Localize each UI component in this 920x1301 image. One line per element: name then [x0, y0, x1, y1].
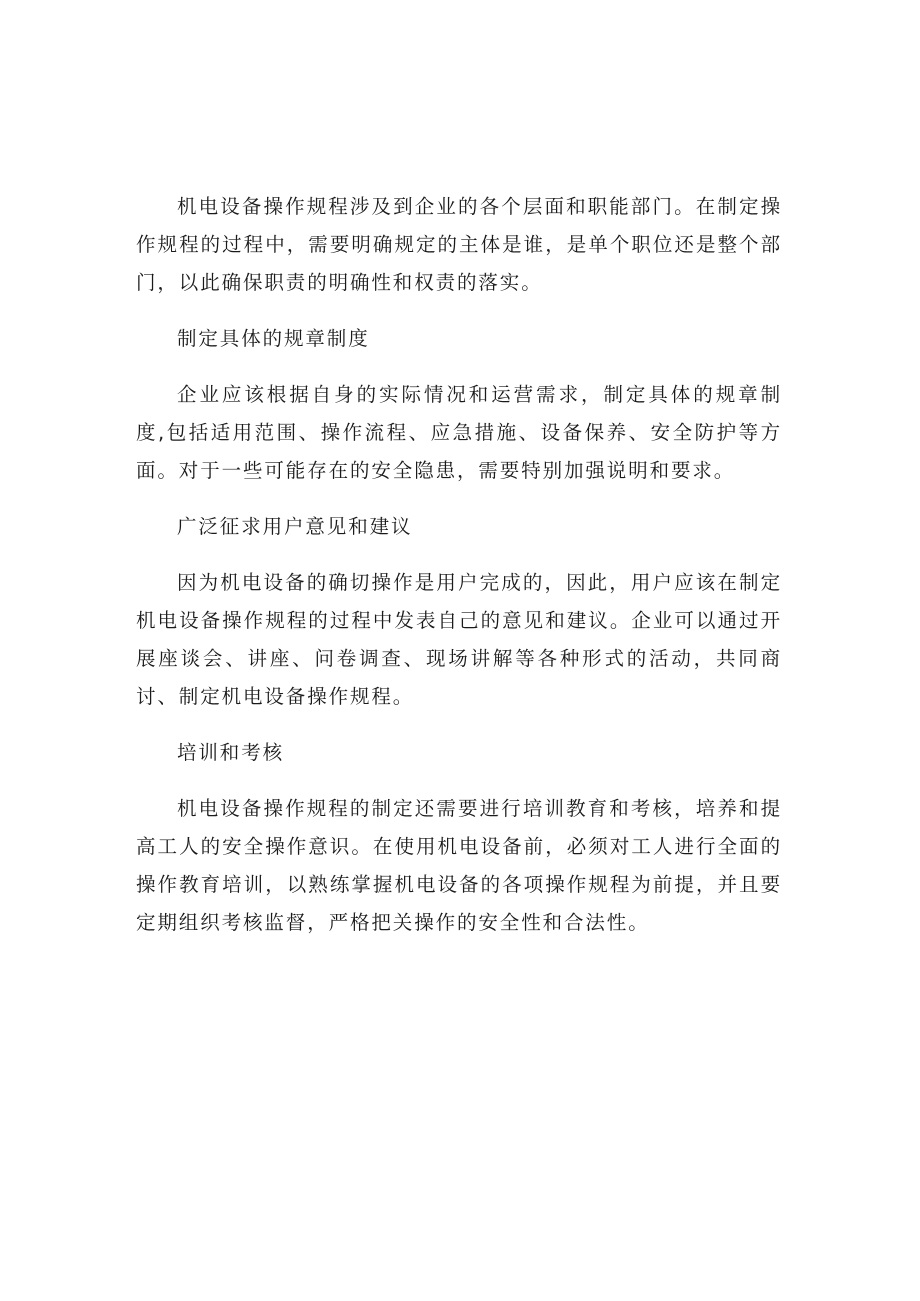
section-heading-training: 培训和考核 [177, 741, 285, 764]
paragraph-training: 机电设备操作规程的制定还需要进行培训教育和考核，培养和提高工人的安全操作意识。在使用机电设备前，必须对工人进行全面的操作教育培训，以熟练掌握机电设备的各项操作规程为前提，并且要定期组织考核监督，严格把关操作的安全性和合法性。 [136, 797, 782, 934]
paragraph-regulations: 企业应该根据自身的实际情况和运营需求，制定具体的规章制度,包括适用范围、操作流程、应急措施、设备保养、安全防护等方面。对于一些可能存在的安全隐患，需要特别加强说明和要求。 [136, 383, 782, 482]
document-page [136, 188, 782, 942]
section-heading-regulations: 制定具体的规章制度 [177, 327, 370, 350]
paragraph-user-feedback: 因为机电设备的确切操作是用户完成的，因此，用户应该在制定机电设备操作规程的过程中发表自己的意见和建议。企业可以通过开展座谈会、讲座、问卷调查、现场讲解等各种形式的活动，共同商讨、制定机电设备操作规程。 [136, 571, 782, 708]
section-heading-user-feedback: 广泛征求用户意见和建议 [177, 515, 413, 538]
paragraph-responsibility: 机电设备操作规程涉及到企业的各个层面和职能部门。在制定操作规程的过程中，需要明确规定的主体是谁，是单个职位还是整个部门，以此确保职责的明确性和权责的落实。 [136, 195, 782, 294]
